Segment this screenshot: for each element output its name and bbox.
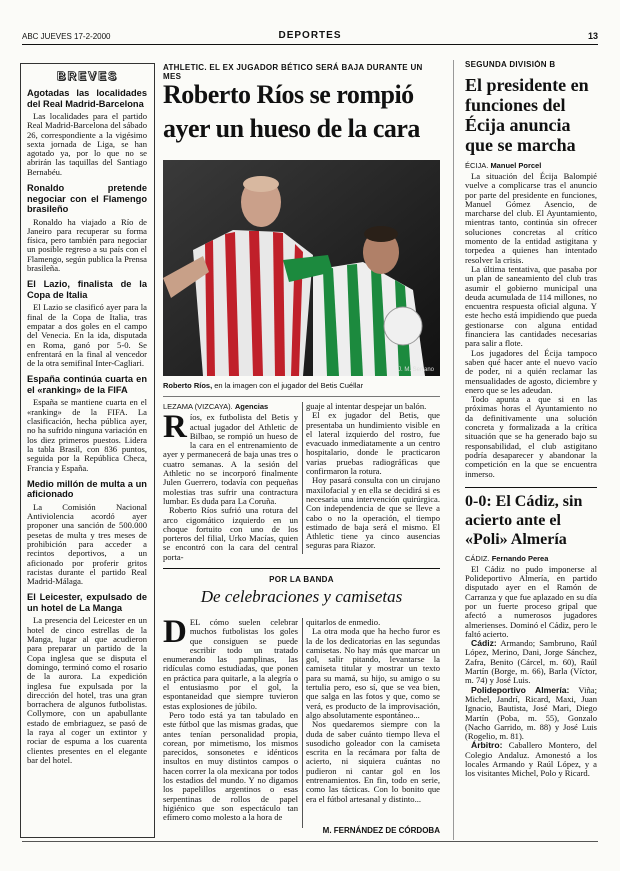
- brief-text: Ronaldo ha viajado a Río de Janeiro para recuperar su forma física, pero también para negociar un posible regreso a su país con el Flamengo, según publica la Prensa brasileña.: [27, 216, 147, 274]
- brief-title: Agotadas las localidades del Real Madrid-Barcelona: [27, 88, 147, 109]
- column-col2: [306, 618, 440, 823]
- cadiz-paragraph: El Cádiz no pudo imponerse al Polideportivo Almería, en partido disputado ayer en el Ramón de Carranza y que fue aplazado en su día por un fuerte proceso gripal que afectó a numerosos jugadores almerienses. Dominó el Cádiz, pero le faltó acierto.: [465, 563, 597, 639]
- main-headline-line: Roberto Ríos se rompió: [163, 80, 414, 109]
- ecija-kicker: SEGUNDA DIVISIÓN B: [465, 60, 556, 69]
- main-dropcap: R: [163, 409, 187, 446]
- main-byline: [163, 402, 298, 411]
- column-divider: [302, 402, 303, 554]
- column-col1: [163, 618, 298, 840]
- byline-place: CÁDIZ.: [465, 553, 490, 563]
- brief-title: Ronaldo pretende negociar con el Flamengo brasileño: [27, 183, 147, 215]
- page-number: 13: [587, 31, 598, 41]
- footer-rule: [22, 841, 598, 842]
- lineup-team: Cádiz:: [471, 638, 497, 649]
- column-paragraph: Nos quedaremos siempre con la duda de saber cuánto tiempo lleva el susodicho goleador con la camiseta escrita en la recámara por falta de acierto, ni siquiera cuántas no pudieron ni cantar gol en los entrenamientos. En fin, todo en serie, como las tácticas. Con lo bonito que era el fútbol artesanal y distinto...: [306, 719, 440, 804]
- cadiz-body: [465, 565, 597, 779]
- main-headline-line: ayer un hueso de la cara: [163, 114, 420, 143]
- ball-icon: [384, 307, 422, 345]
- header-date: ABC JUEVES 17-2-2000: [22, 32, 111, 41]
- photo-illustration: [163, 160, 440, 376]
- main-photo: [163, 160, 440, 376]
- breves-column: [27, 86, 147, 832]
- brief-title: El Leicester, expulsado de un hotel de La Manga: [27, 592, 147, 613]
- caption-bold: Roberto Ríos,: [163, 381, 213, 390]
- lineup-players: Armando; Sambruno, Raúl López, Merino, Dani, Jorge Sánchez, Zafra, Benito (Cárcel, m. 60), Raúl Martín (Borge, m. 66), Barla (Víctor, m. 74) y José Luis.: [465, 638, 597, 686]
- referee-text: Caballero Montero, del Colegio Andaluz. Amonestó a los locales Armando y Raúl López, y a los visitantes Michel, Polo y Ricard.: [465, 740, 597, 779]
- column-headline: De celebraciones y camisetas: [200, 587, 403, 606]
- cadiz-referee: [465, 741, 597, 778]
- cadiz-headline-line: acierto ante el: [465, 511, 561, 529]
- ecija-headline-line: Écija anuncia: [465, 115, 571, 135]
- main-paragraph: guaje al intentar despejar un balón.: [306, 402, 427, 411]
- breves-label-wrap: [20, 67, 155, 85]
- column-top-rule: [163, 568, 440, 569]
- caption-text: en la imagen con el jugador del Betis Cuéllar: [212, 381, 364, 390]
- column-paragraph: La otra moda que ha hecho furor es la de los dedicatorias en las segundas camisetas. No hay más que marcar un gol, salir pitando, levantarse la camiseta titular y mostrar un texto para su mamá, su hijo, su amigo o su tertulia pero, eso sí, que se vea bien, que salga en las fotos y que, como se verá, es producto de la improvisación, algo absolutamente espontáneo...: [306, 626, 440, 720]
- cadiz-headline-line: «Poli» Almería: [465, 530, 567, 548]
- right-column-divider: [453, 60, 454, 840]
- ecija-paragraph: Los jugadores del Écija tampoco saben qué hacer ante el nuevo vacío de poder, ni a quién reclamar las mensualidades de agosto, diciembre y enero que se les adeudan.: [465, 347, 597, 395]
- ecija-headline-line: funciones del: [465, 95, 566, 115]
- cadiz-headline-line: 0-0: El Cádiz, sin: [465, 492, 583, 510]
- byline-agency: Agencias: [234, 402, 269, 411]
- column-lead: [163, 618, 298, 711]
- cadiz-lineup: [465, 686, 597, 742]
- brief-text: Las localidades para el partido Real Madrid-Barcelona del sábado 26, correspondiente a la vigésimo sexta jornada de Liga, se han agotado ya, por lo que no se abrirán las taquillas del Santiago Bernabéu.: [27, 111, 147, 177]
- brief-text: La presencia del Leicester en un hotel de cinco estrellas de la Manga, lugar al que acudieron para preparar un partido de la Copa inglesa que se disputa el domingo, terminó como el rosario de la aurora. La expedición inglesa fue expulsada por la dirección del hotel, tras una gran borrachera de algunos futbolistas. Collymore, con un apabullante estado de embriaguez, se pasó de la raya al coger un extintor y rociar de espuma a los cuarenta clientes presentes en el elegante bar del hotel.: [27, 615, 147, 765]
- brief-title: España continúa cuarta en el «ranking» de la FIFA: [27, 374, 147, 395]
- main-lead-text: íos, ex futbolista del Betis y actual jugador del Athletic de Bilbao, se rompió un hueso de la cara en el entrenamiento de ayer y permanecerá de baja unas tres o cuatro semanas. A la sesión del Athletic no se incorporó finalmente Julen Guerrero, todavía con pequeñas molestias tras sufrir una contractura lumbar. Es duda para La Coruña.: [163, 412, 298, 506]
- ecija-headline-line: que se marcha: [465, 135, 576, 155]
- brief-title: Medio millón de multa a un aficionado: [27, 478, 147, 500]
- lineup-players: Viña; Michel, Jandrí, Ricard, Maxi, Juan Ignacio, Bautista, José Mari, Diego Martín (Poba, m. 55), Gonzalo (Nacho Garrido, m. 88) y José Luis (Rogelio, m. 81).: [465, 684, 597, 742]
- main-story-col2: [306, 402, 440, 562]
- ecija-paragraph: Todo apunta a que si en las próximas horas el Ayuntamiento no da definitivamente una solución concreta y formalizada a la crítica situación que se ha generado bajo su responsabilidad, el club astigitano podría desaparecer y abandonar la competición en la que se encuentra inmerso.: [465, 394, 597, 479]
- page-header: [22, 30, 598, 42]
- column-paragraph: Pero todo está ya tan tabulado en este fútbol que las mismas gradas, que antes tenían personalidad propia, corean, por mimetismo, los mismos parecidos, sonsonetes e idénticos insultos en muy distintos campos o hacen correr la ola mexicana por todos los estadios del mundo. Y no digamos los papelillos argentinos o esas serpentinas de rollos de papel higiénico que son espectáculo tan efímero como molesto a la hora de: [163, 709, 298, 823]
- column-lead-text: EL cómo suelen celebrar muchos futbolistas los goles que consiguen se puede escribir todo un tratado enumerando las pamplinas, las ridículas como estudiadas, que ponen en práctica para quitarle, a la alegría o el entusiasmo por el gol, la espontaneidad que siempre tuvieron estas explosiones de júbilo.: [163, 618, 298, 711]
- ecija-headline: [465, 75, 597, 155]
- cadiz-headline: [465, 492, 597, 549]
- column-author: M. FERNÁNDEZ DE CÓRDOBA: [322, 826, 440, 835]
- column-dropcap: D: [163, 618, 187, 650]
- byline-name: Manuel Porcel: [490, 161, 542, 170]
- referee-label: Árbitro:: [471, 740, 503, 751]
- byline-place: LEZAMA (VIZCAYA).: [163, 402, 233, 411]
- lineup-team: Polideportivo Almería:: [471, 684, 570, 695]
- photo-credit: J. M. Serrano: [397, 367, 434, 373]
- ecija-paragraph: La situación del Écija Balompié vuelve a complicarse tras el anuncio por parte del presidente en funciones, Manuel Gómez Asencio, de marcharse del club. El Ayuntamiento, mientras tanto, continúa sin ofrecer soluciones concretas al crítico momento de la entidad astigitana y torpedea a quienes han intentado resolver la crisis.: [465, 171, 597, 265]
- brief-title: El Lazio, finalista de la Copa de Italia: [27, 279, 147, 300]
- cadiz-byline: [465, 554, 597, 563]
- breves-label: BREVES: [56, 69, 119, 83]
- section-title: DEPORTES: [278, 30, 342, 41]
- ecija-headline-line: El presidente en: [465, 75, 589, 95]
- ecija-paragraph: La última tentativa, que pasaba por un plan de saneamiento del club tras asumir el gobierno municipal una deuda acumulada de 114 millones, no encuentra respuesta oficial alguna. Y este hecho está impidiendo que pueda gestionarse con alguna entidad financiera las cantidades necesarias para salir a flote.: [465, 263, 597, 349]
- main-paragraph: Hoy pasará consulta con un cirujano maxilofacial y en ella se decidirá si es necesaria una intervención quirúrgica. Con independencia de que se lleve a cabo o no la operación, el tiempo estimado de baja será el mismo. El Athletic tiene ya cinco ausencias seguras para Riazor.: [306, 475, 440, 551]
- main-kicker: ATHLETIC. EL EX JUGADOR BÉTICO SERÁ BAJA DURANTE UN MES: [163, 63, 423, 81]
- brief-text: El Lazio se clasificó ayer para la final de la Copa de Italia, tras empatar a dos goles en el campo del Venecia. En la ida, disputada en Roma, ganó por 5-0. Se enfrentará en la final al vencedor de la otra semifinal Inter-Cagliari.: [27, 302, 147, 369]
- main-lead: [163, 409, 298, 506]
- cadiz-rule: [465, 487, 597, 488]
- column-kicker: POR LA BANDA: [269, 575, 334, 584]
- main-paragraph: Roberto Ríos sufrió una rotura del arco cigomático izquierdo en un choque fortuito con uno de los porteros del filial, Urko Macías, quien se encontró con la cara del central porta-: [163, 505, 298, 562]
- caption-rule: [163, 396, 440, 397]
- brief-text: España se mantiene cuarta en el «ranking» de la FIFA. La clasificación, hecha pública ayer, no ha sufrido ninguna variación en los diez primeros puestos. Lidera la tabla Brasil, con 836 puntos, seguida por la República Checa, Francia y España.: [27, 397, 147, 473]
- header-rule: [22, 44, 598, 45]
- column-paragraph: quitarlos de enmedio.: [306, 618, 381, 627]
- main-story-col1: [163, 402, 298, 562]
- byline-place: ÉCIJA.: [465, 161, 489, 170]
- main-paragraph: El ex jugador del Betis, que presentaba un hundimiento visible en el lateral izquierdo del rostro, fue evacuado inmediatamente a un centro hospitalario, donde le practicaron varias pruebas radiográficas que confirmaron la rotura.: [306, 410, 440, 477]
- ecija-byline: [465, 161, 597, 170]
- main-headline: [163, 78, 443, 146]
- brief-text: La Comisión Nacional Antiviolencia acordó ayer proponer una sanción de 500.000 pesetas de multa y tres meses de prohibición para acceder a recintos deportivos, a un aficionado por proferir gritos racistas durante el partido Real Madrid-Málaga.: [27, 501, 147, 587]
- cadiz-lineup: [465, 639, 597, 685]
- byline-name: Fernando Perea: [491, 553, 549, 563]
- column-divider: [302, 618, 303, 828]
- photo-caption: [163, 381, 440, 390]
- right-column: [465, 60, 597, 840]
- ecija-body: [465, 172, 597, 479]
